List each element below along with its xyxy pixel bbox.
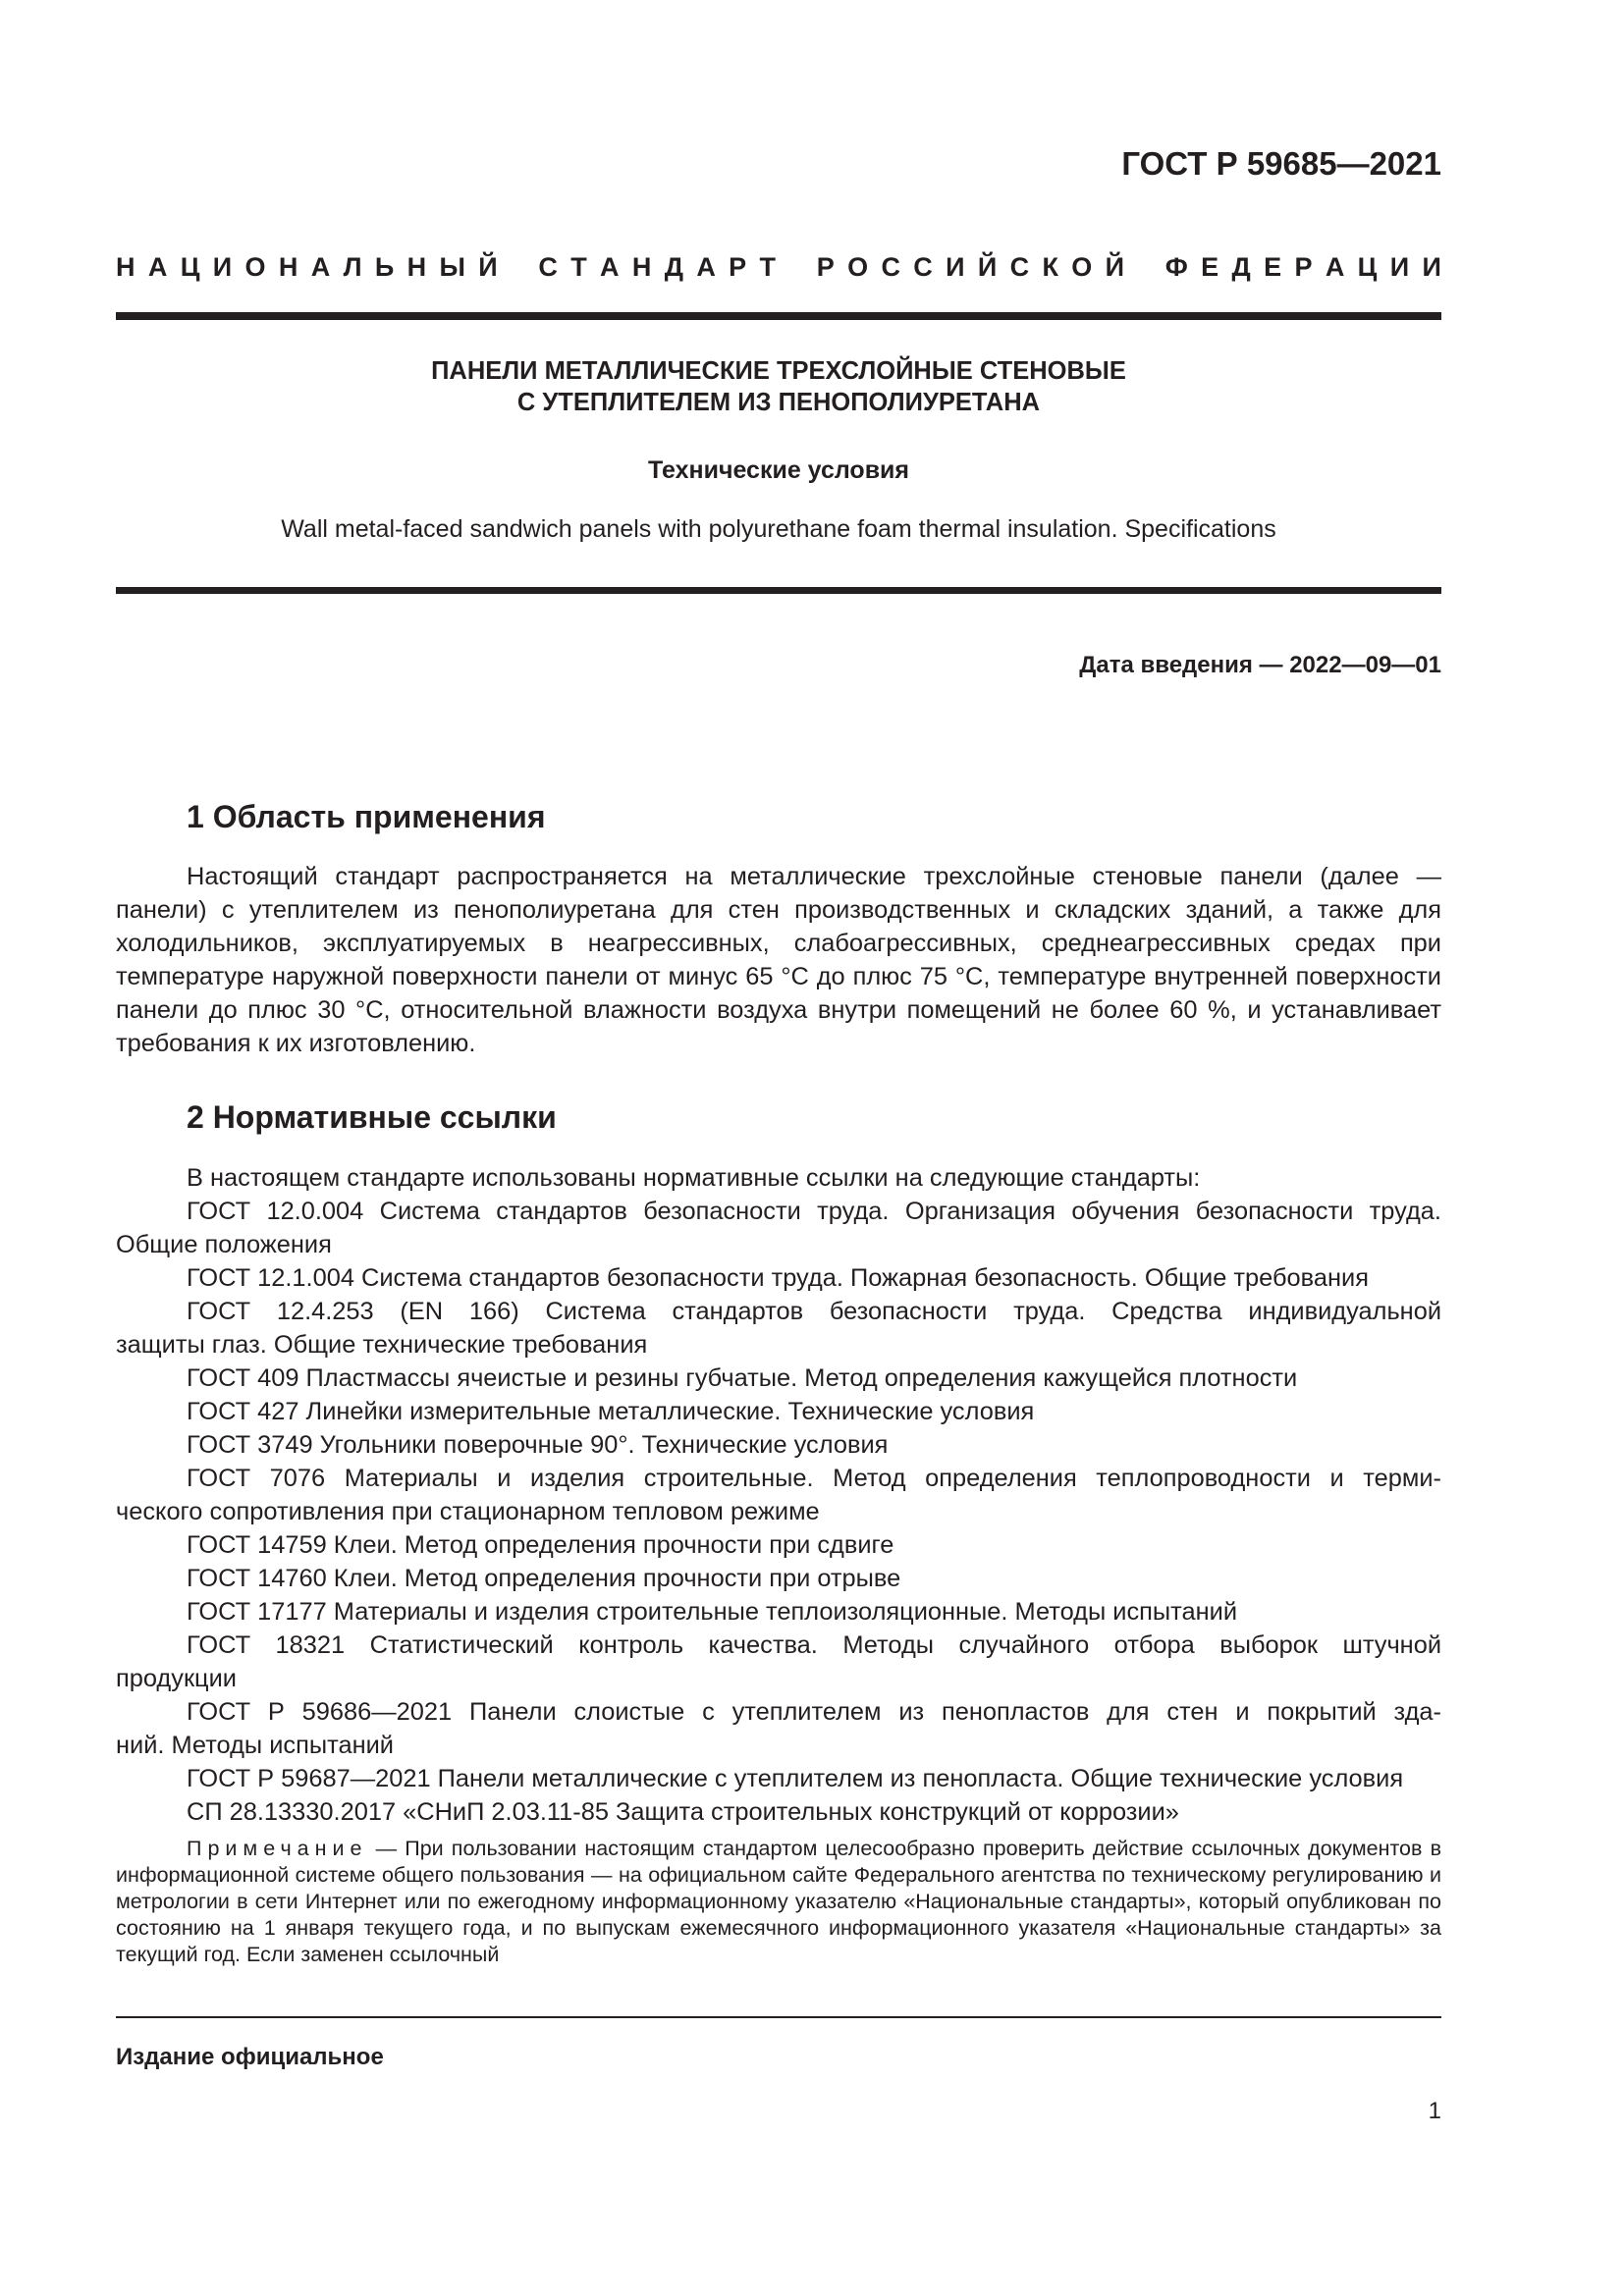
banner-letter: Й — [977, 252, 998, 282]
banner-letter: О — [244, 252, 266, 282]
official-edition-label: Издание официальное — [116, 2044, 384, 2070]
banner-letter: И — [1389, 252, 1410, 282]
banner-letter: Д — [1231, 252, 1251, 282]
reference-item: ГОСТ 17177 Материалы и изделия строительные теплоизоляционные. Методы испытаний — [187, 1598, 1237, 1626]
banner-letter: Д — [664, 252, 683, 282]
document-title-line-2: С УТЕПЛИТЕЛЕМ ИЗ ПЕНОПОЛИУРЕТАНА — [516, 389, 1041, 416]
title-rule — [116, 587, 1441, 594]
document-title-line-1: ПАНЕЛИ МЕТАЛЛИЧЕСКИЕ ТРЕХСЛОЙНЫЕ СТЕНОВЫЕ — [431, 357, 1126, 385]
banner-letter: С — [913, 252, 933, 282]
reference-item: ГОСТ 12.0.004 Система стандартов безопасности труда. Организация обучения безопасности труда. — [187, 1198, 1441, 1225]
gost-number: ГОСТ Р 59685—2021 — [1121, 145, 1441, 182]
banner-letter: Т — [759, 252, 777, 282]
reference-item: ГОСТ 3749 Угольники поверочные 90°. Технические условия — [187, 1431, 889, 1459]
reference-item: ГОСТ Р 59686—2021 Панели слоистые с утеплителем из пенопластов для стен и покрытий зда- — [187, 1698, 1441, 1726]
banner-letter: Н — [116, 252, 135, 282]
banner-letter: Ы — [439, 252, 465, 282]
reference-item: ГОСТ 7076 Материалы и изделия строительные. Метод определения теплопроводности и терми- — [187, 1465, 1441, 1492]
banner-letter: А — [600, 252, 620, 282]
banner-letter: А — [696, 252, 716, 282]
banner-letter: Н — [278, 252, 298, 282]
banner-letter: А — [147, 252, 168, 282]
banner-letter: Л — [343, 252, 362, 282]
banner-letter: Е — [1201, 252, 1219, 282]
reference-item: СП 28.13330.2017 «СНиП 2.03.11-85 Защита строительных конструкций от коррозии» — [187, 1798, 1179, 1826]
section-2-intro: В настоящем стандарте использованы нормативные ссылки на следующие стандарты: — [187, 1164, 1201, 1192]
banner-letter: Е — [1264, 252, 1282, 282]
banner-letter: Р — [1294, 252, 1313, 282]
reference-item-continuation: ний. Методы испытаний — [116, 1732, 394, 1759]
banner-letter: С — [881, 252, 900, 282]
banner-letter: С — [538, 252, 558, 282]
banner-letter: И — [1422, 252, 1441, 282]
reference-item: ГОСТ Р 59687—2021 Панели металлические с утеплителем из пенопласта. Общие технические условия — [187, 1765, 1404, 1792]
banner-letter: Ц — [180, 252, 200, 282]
banner-gap — [511, 252, 525, 283]
banner-letter: Ь — [374, 252, 395, 282]
banner-gap — [1137, 252, 1152, 283]
reference-item: ГОСТ 12.4.253 (EN 166) Система стандартов безопасности труда. Средства индивидуальной — [187, 1298, 1441, 1325]
banner-gap — [788, 252, 803, 283]
banner-letter: К — [1042, 252, 1058, 282]
note-label: Примечание — [187, 1837, 368, 1860]
banner-letter: Т — [570, 252, 587, 282]
document-subtitle: Технические условия — [647, 456, 910, 484]
banner-letter: И — [946, 252, 965, 282]
banner-letter: О — [1071, 252, 1093, 282]
banner-letter: Й — [478, 252, 498, 282]
reference-item: ГОСТ 14759 Клеи. Метод определения прочности при сдвиге — [187, 1531, 894, 1559]
footer-rule — [116, 2016, 1441, 2018]
banner-letter: О — [847, 252, 869, 282]
reference-item: ГОСТ 14760 Клеи. Метод определения прочности при отрыве — [187, 1565, 901, 1592]
section-1-paragraph: Настоящий стандарт распространяется на металлические трехслойные стеновые панели (далее — панели) с утеплителем из пенополиуретана для стен производственных и складских зданий, а также для холодильников, эксплуатируемых в неагрессивных, слабоагрессивных, среднеагрессивных средах при температуре наружной поверхности панели от минус 65 °C до плюс 75 °C, температуре внутренней поверхности панели до плюс 30 °C, относительной влажности воздуха внутри помещений не более 60 %, и устанавливает требования к их изготовлению. — [116, 863, 1441, 1057]
banner-letter: Й — [1105, 252, 1125, 282]
reference-item-continuation: защиты глаз. Общие технические требования — [116, 1331, 648, 1359]
reference-item-continuation: Общие положения — [116, 1231, 332, 1258]
banner-letter: А — [310, 252, 331, 282]
note-text: — При пользовании настоящим стандартом целесообразно проверить действие ссылочных документов в информационной системе общего пользования — на официальном сайте Федерального агентства по техническому регулированию и метрологии в сети Интернет или по ежегодному информационному указателю «Национальные стандарты», который опубликован по состоянию на 1 января текущего года, и по выпускам ежемесячного информационного указателя «Национальные стандарты» за текущий год. Если заменен ссылочный — [116, 1837, 1441, 1966]
banner-letter: Ф — [1164, 252, 1188, 282]
section-2-heading: 2 Нормативные ссылки — [187, 1099, 557, 1135]
banner-letter: И — [212, 252, 233, 282]
section-1-heading: 1 Область применения — [187, 799, 546, 834]
reference-item: ГОСТ 409 Пластмассы ячеистые и резины губчатые. Метод определения кажущейся плотности — [187, 1364, 1298, 1392]
english-title: Wall metal-faced sandwich panels with polyurethane foam thermal insulation. Specifications — [281, 515, 1276, 543]
page-number: 1 — [1428, 2098, 1441, 2124]
banner-letter: Ц — [1357, 252, 1378, 282]
introduction-date: Дата введения — 2022—09—01 — [1079, 652, 1441, 678]
banner-letter: Р — [816, 252, 835, 282]
banner-letter: С — [1009, 252, 1030, 282]
note — [116, 1836, 1441, 1968]
header-rule — [116, 312, 1441, 320]
reference-item: ГОСТ 427 Линейки измерительные металлические. Технические условия — [187, 1398, 1035, 1425]
section-1-text — [116, 860, 1441, 1060]
banner-letter: Н — [406, 252, 427, 282]
reference-item-continuation: продукции — [116, 1665, 237, 1692]
reference-item: ГОСТ 12.1.004 Система стандартов безопасности труда. Пожарная безопасность. Общие требования — [187, 1264, 1369, 1292]
national-standard-banner — [116, 252, 1441, 283]
banner-letter: Р — [729, 252, 747, 282]
reference-item: ГОСТ 18321 Статистический контроль качества. Методы случайного отбора выборок штучной — [187, 1631, 1441, 1659]
banner-letter: А — [1325, 252, 1345, 282]
reference-item-continuation: ческого сопротивления при стационарном тепловом режиме — [116, 1498, 820, 1525]
banner-letter: Н — [631, 252, 652, 282]
